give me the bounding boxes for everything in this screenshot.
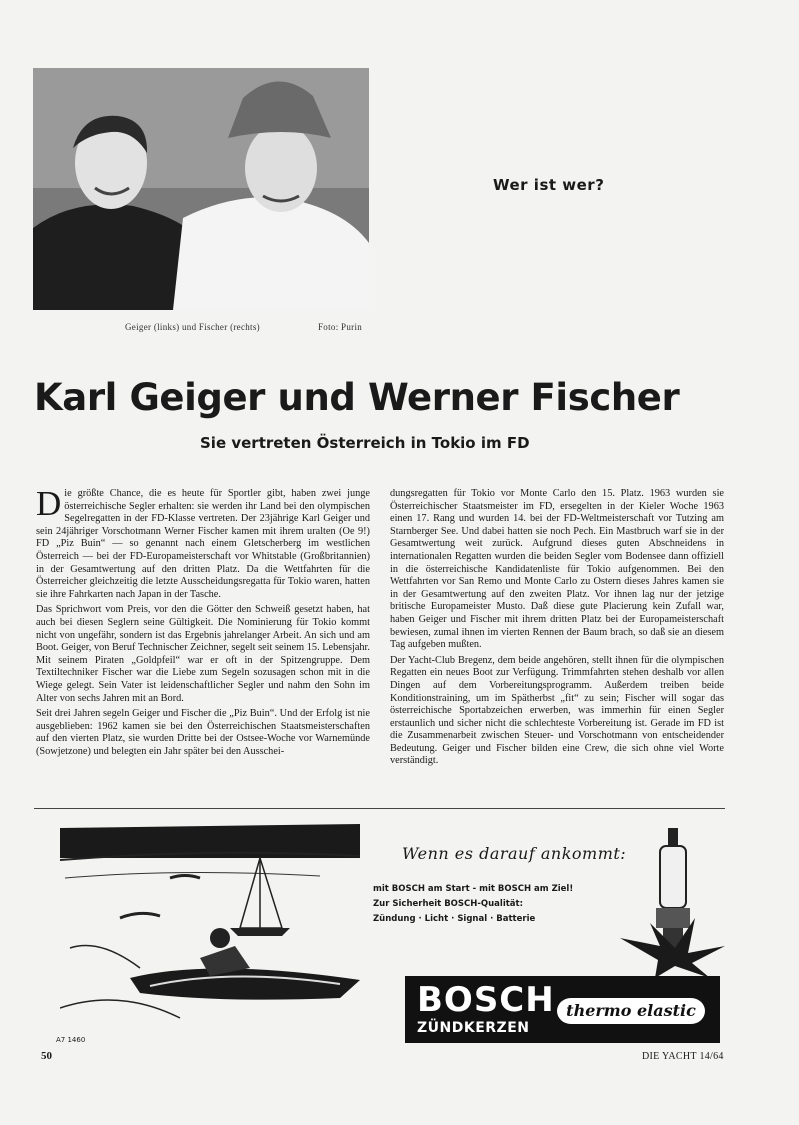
section-divider (34, 808, 725, 809)
ad-line-products: Zündung · Licht · Signal · Batterie (373, 914, 536, 924)
speedboat-illustration (60, 818, 390, 1043)
bosch-logo-box (405, 976, 720, 1043)
article-paragraph: dungsregatten für Tokio vor Monte Carlo den 15. Platz. 1963 wurden sie Österreichischer Staatsmeister im FD, ersegelten in der Kieler Woche 1963 einen 17. Rang und wurden 14. bei der FD-Weltmeisterschaft vor Tutzing am Starnberger See. Und dabei hatten sie noch Pech. Ein Mastbruch warf sie in der Gesamtwertung weit zurück. Aufgrund dieses guten Abschneidens in internationalen Regatten wurden die beiden Segler vom Bodensee dann offiziell in die österreichische Kandidatenliste für Tokio aufgenommen. Bei den Wettfahrten vor San Remo und Monte Carlo zu Ostern dieses Jahres kamen sie in der Gesamtwertung auf den zweiten Platz. Vor ihnen lag nur der jetzige britische Europameister Musto. Daß diese gute Placierung kein Zufall war, haben Geiger und Fischer mit ihrem dritten Platz bei der Europameisterschaft bewiesen, zumal ihnen im vierten Rennen der Baum brach, so daß sie an diesem Tag aufgeben mußten. (390, 488, 724, 651)
article-body (36, 484, 724, 771)
bosch-brand: BOSCH (417, 980, 555, 1020)
thermo-elastic-tag: thermo elastic (557, 998, 705, 1024)
bosch-product: ZÜNDKERZEN (417, 1020, 530, 1036)
section-kicker: Wer ist wer? (493, 176, 605, 194)
article-paragraph: Die größte Chance, die es heute für Sportler gibt, haben zwei junge österreichische Segler erhalten: sie werden ihr Land bei den olympischen Segelregatten in der FD-Klasse vertreten. Der 23jährige Karl Geiger und sein 24jähriger Vorschotmann Werner Fischer kamen mit ihrem uralten (Oe 9!) FD „Piz Buin“ — so genannt nach einem Gletscherberg im westlichen Österreich — bei der FD-Europameisterschaft vor Whitstable (Großbritannien) in der Gesamtwertung auf den dritten Platz. Da die Wettfahrten für die Österreicher gleichzeitig die letzte Ausscheidungsregatta für Tokio waren, hatten sie ihre Fahrkarten nach Japan in der Tasche. (36, 484, 370, 600)
article-paragraph: Das Sprichwort vom Preis, vor den die Götter den Schweiß gesetzt haben, hat auch bei diesen Seglern seine Gültigkeit. Die Nominierung für Tokio kommt nicht von ungefähr, sondern ist das Ergebnis jahrelanger Arbeit. An sich und am Boot. Geiger, von Beruf Technischer Zeichner, segelt seit seinem 15. Lebensjahr. Mit seinem Piraten „Goldpfeil“ war er oft in der Spitzengruppe. Dem Textiltechniker Fischer war die Liebe zum Segeln sozusagen schon mit in die Wiege gelegt. Sein Vater ist leidenschaftlicher Segler und nahm den Sohn im Alter von sechs Jahren mit an Bord. (36, 604, 370, 704)
ad-line-start: mit BOSCH am Start - mit BOSCH am Ziel! (373, 884, 574, 894)
article-column-right (390, 488, 724, 771)
article-column-left (36, 484, 370, 771)
bosch-advertisement (60, 818, 725, 1048)
portrait-illustration (33, 68, 369, 310)
photo-caption: Geiger (links) und Fischer (rechts) (125, 322, 260, 332)
article-paragraph: Der Yacht-Club Bregenz, dem beide angehören, stellt ihnen für die olympischen Regatten ein neues Boot zur Verfügung. Trimmfahrten stehen deshalb vor allen Dingen auf dem Vorbereitungsprogramm. Außerdem treiben beide Konditionstraining, um im Spätherbst „fit“ zu sein; Fischer will sogar das österreichische Sportabzeichen erwerben, was immerhin für einen Segler erstaunlich und sicher nicht die schlechteste Vorbereitung ist. Gerade im FD ist die Zusammenarbeit zwischen Steuer- und Vorschotmann von entscheidender Bedeutung. Geiger und Fischer bilden eine Crew, die sich ohne viel Worte verständigt. (390, 654, 724, 767)
drop-cap: D (36, 484, 62, 523)
article-paragraph: Seit drei Jahren segeln Geiger und Fischer die „Piz Buin“. Und der Erfolg ist nie ausgeblieben: 1962 kamen sie bei den Österreichischen Staatsmeisterschaften auf den vierten Platz, sie wurden Dritte bei der Ostsee-Woche vor Warnemünde (Sowjetzone) und belegten ein Jahr später bei den Ausschei- (36, 708, 370, 757)
portrait-photo (33, 68, 369, 310)
article-headline: Karl Geiger und Werner Fischer (34, 376, 680, 419)
ad-line-quality: Zur Sicherheit BOSCH-Qualität: (373, 899, 524, 909)
ad-code: A7 1460 (56, 1036, 86, 1044)
ad-slogan: Wenn es darauf ankommt: (402, 844, 627, 863)
article-subheadline: Sie vertreten Österreich in Tokio im FD (200, 434, 530, 452)
photo-credit: Foto: Purin (318, 322, 363, 332)
page-number: 50 (41, 1050, 52, 1062)
magazine-issue: DIE YACHT 14/64 (642, 1051, 724, 1062)
